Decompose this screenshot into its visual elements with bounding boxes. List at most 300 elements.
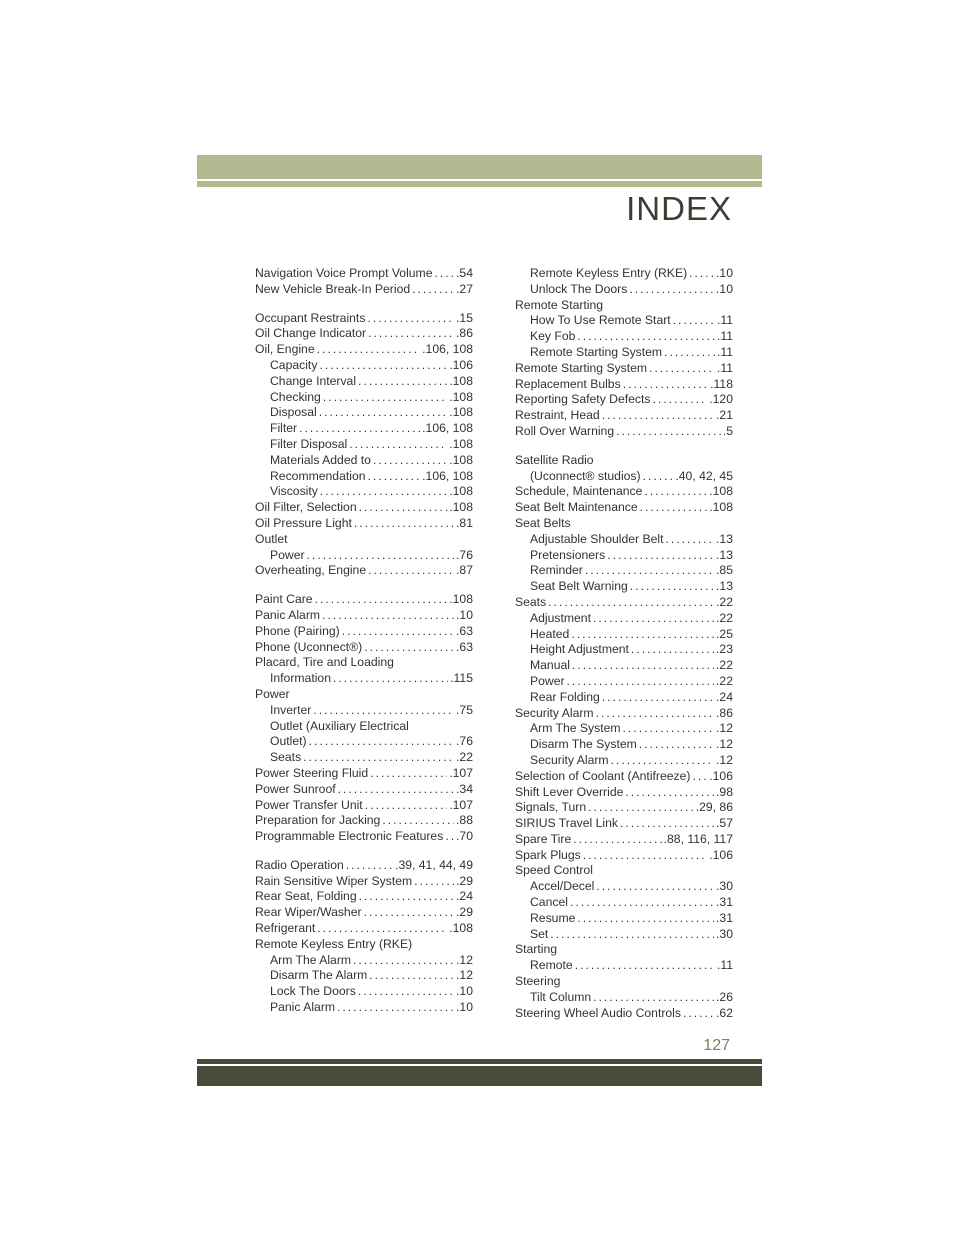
index-entry [255,813,473,829]
dot-leader [602,408,714,424]
index-column-left [255,266,473,1016]
index-entry-page: .12 [716,737,733,752]
index-entry-label: Remote Starting System [530,344,663,359]
index-entry-page: .13 [716,547,733,562]
index-entry-page: .107 [449,797,473,812]
index-entry-label: Viscosity [270,484,318,499]
index-entry-page: .106, 108 [422,468,473,483]
index-entry-page: .108 [449,405,473,420]
index-entry-page: .10 [456,1000,473,1015]
dot-leader [583,848,708,864]
dot-leader [412,282,454,298]
index-entry-page: .98 [716,784,733,799]
index-entry [515,500,733,516]
index-entry-page: .15 [456,310,473,325]
dot-leader [349,437,447,453]
index-entry [255,640,473,656]
dot-leader [368,326,454,342]
index-entry [515,424,733,440]
index-entry-page: .29, 86 [695,800,733,815]
index-entry-label: Oil, Engine [255,342,315,357]
index-entry-page: .10 [716,266,733,280]
index-entry [515,469,733,485]
index-entry [515,453,733,469]
index-entry [515,313,733,329]
dot-leader [317,342,421,358]
index-entry [255,624,473,640]
dot-leader [623,721,715,737]
index-entry [255,1000,473,1016]
index-entry [515,563,733,579]
dot-leader [570,895,714,911]
index-entry-page: .88 [456,813,473,828]
index-entry-label: Adjustable Shoulder Belt [530,531,664,546]
header-rule [197,181,762,187]
index-entry [515,832,733,848]
page-title: INDEX [626,190,732,227]
index-entry-page: .10 [456,607,473,622]
dot-leader [640,500,708,516]
dot-leader [307,548,455,564]
index-entry-label: Seat Belts [515,515,571,530]
dot-leader [689,266,714,282]
index-entry [255,655,473,671]
dot-leader [370,766,447,782]
index-entry-label: Disposal [270,405,317,420]
index-entry-page: .27 [456,281,473,296]
dot-leader [550,927,714,943]
index-entry-label: Unlock The Doors [530,281,628,296]
index-entry-label: Outlet) [270,734,307,749]
index-entry-label: Power [530,673,565,688]
index-entry-page: .107 [449,765,473,780]
index-entry [515,848,733,864]
dot-leader [299,421,420,437]
index-entry [255,968,473,984]
index-entry-page: .11 [716,360,733,375]
index-entry [255,608,473,624]
index-entry [255,374,473,390]
index-entry-page: .22 [456,750,473,765]
dot-leader [358,374,447,390]
index-entry [255,937,473,953]
dot-leader [683,1006,714,1022]
index-entry-label: Seats [515,594,547,609]
dot-leader [346,858,393,874]
dot-leader [367,311,454,327]
index-entry [515,516,733,532]
index-entry-page: .31 [716,895,733,910]
index-entry-page: .24 [716,689,733,704]
index-entry [515,879,733,895]
index-entry [515,674,733,690]
index-entry-label: Remote [530,958,573,973]
index-entry-page: .22 [716,610,733,625]
index-entry-label: Inverter [270,702,312,717]
index-entry-label: Power [255,686,290,701]
dot-leader [323,390,447,406]
index-entry [255,921,473,937]
index-entry-label: Spark Plugs [515,847,581,862]
index-entry [255,500,473,516]
index-entry-label: Manual [530,658,570,673]
index-entry-label: Replacement Bulbs [515,376,621,391]
index-entry-label: Restraint, Head [515,408,600,423]
index-entry [255,266,473,282]
index-entry-label: Change Interval [270,373,357,388]
index-entry-label: Rear Wiper/Washer [255,905,362,920]
dot-leader [585,563,714,579]
index-entry-page: .76 [456,734,473,749]
dot-leader [673,313,715,329]
dot-leader [639,737,714,753]
index-entry-page: .31 [716,910,733,925]
dot-leader [577,329,715,345]
index-entry-page: .12 [716,721,733,736]
index-entry-label: Oil Pressure Light [255,515,352,530]
index-entry [515,737,733,753]
index-entry [255,905,473,921]
dot-leader [359,889,454,905]
index-entry-page: .115 [450,671,473,686]
index-entry-label: Spare Tire [515,831,572,846]
index-entry [515,911,733,927]
index-entry-page: .106 [709,847,733,862]
index-entry-label: Occupant Restraints [255,310,366,325]
index-entry [255,829,473,845]
index-entry-page: .106, 108 [422,342,473,357]
dot-leader [649,361,715,377]
index-entry-label: Oil Change Indicator [255,326,367,341]
index-entry-page: .108 [709,500,733,515]
index-entry-label: Roll Over Warning [515,423,615,438]
index-entry-page: .40, 42, 45 [675,468,733,483]
index-entry [515,816,733,832]
index-entry-label: Oil Filter, Selection [255,500,357,515]
index-entry-label: Power Transfer Unit [255,797,363,812]
index-entry-page: .63 [456,639,473,654]
dot-leader [653,392,708,408]
index-entry-label: Set [530,926,549,941]
index-entry [255,548,473,564]
index-entry-page: .22 [716,594,733,609]
index-entry [255,405,473,421]
index-entry-label: Cancel [530,895,568,910]
dot-leader [333,671,448,687]
index-entry-label: Accel/Decel [530,879,595,894]
dot-leader [338,782,454,798]
dot-leader [317,921,447,937]
index-entry-label: Phone (Uconnect®) [255,639,363,654]
index-entry-page: .23 [716,642,733,657]
dot-leader [623,377,708,393]
index-entry [515,532,733,548]
dot-leader [571,627,714,643]
index-entry-label: Lock The Doors [270,984,356,999]
dot-leader [303,750,454,766]
dot-leader [319,405,448,421]
index-entry-label: Arm The System [530,721,621,736]
index-entry-label: Power Steering Fluid [255,765,369,780]
index-entry-label: (Uconnect® studios) [530,468,641,483]
index-entry-page: .12 [456,952,473,967]
index-entry [515,690,733,706]
index-entry [255,532,473,548]
index-entry-page: .81 [456,515,473,530]
index-entry-label: Preparation for Jacking [255,813,381,828]
index-entry [515,579,733,595]
index-entry-label: Selection of Coolant (Antifreeze) [515,768,691,783]
index-entry-page: .30 [716,879,733,894]
index-entry-label: Reminder [530,563,583,578]
index-entry [515,298,733,314]
index-entry-label: Seat Belt Warning [530,579,628,594]
index-entry [255,592,473,608]
index-entry [255,282,473,298]
index-entry [255,326,473,342]
index-entry [515,282,733,298]
index-entry [255,750,473,766]
index-entry-label: SIRIUS Travel Link [515,816,618,831]
index-entry [515,769,733,785]
index-entry-page: .39, 41, 44, 49 [395,857,473,872]
index-entry [515,642,733,658]
index-entry-page: .108 [449,592,473,607]
index-entry-label: Height Adjustment [530,642,629,657]
dot-leader [364,640,454,656]
index-entry [515,627,733,643]
index-entry-page: .5 [722,423,733,438]
dot-leader [631,642,714,658]
dot-leader [353,953,454,969]
index-entry-page: .108 [449,436,473,451]
index-entry [255,469,473,485]
index-entry-page: .75 [456,702,473,717]
index-entry-label: Panic Alarm [270,1000,336,1015]
index-entry-label: Resume [530,910,576,925]
index-entry [515,345,733,361]
index-entry-label: Remote Starting System [515,360,648,375]
index-entry [255,358,473,374]
index-entry-page: .106 [709,768,733,783]
index-entry-label: Reporting Safety Defects [515,392,651,407]
index-entry-label: Heated [530,626,570,641]
index-entry-page: .11 [716,344,733,359]
index-entry [515,548,733,564]
index-entry-label: Adjustment [530,610,591,625]
dot-leader [373,453,447,469]
dot-leader [322,608,454,624]
index-entry-label: Filter [270,421,298,436]
dot-leader [435,266,455,282]
index-entry-label: Overheating, Engine [255,563,367,578]
dot-leader [337,1000,454,1016]
index-entry [255,437,473,453]
dot-leader [364,905,454,921]
index-entry [255,390,473,406]
dot-leader [644,484,707,500]
dot-leader [368,563,454,579]
index-entry-page: .13 [716,579,733,594]
index-entry [515,721,733,737]
dot-leader [365,798,448,814]
index-entry-label: Disarm The System [530,737,637,752]
index-entry-page: .30 [716,926,733,941]
index-entry-page: .63 [456,623,473,638]
index-entry-label: Pretensioners [530,547,606,562]
dot-leader [382,813,454,829]
index-entry-label: Key Fob [530,329,576,344]
index-entry-label: Starting [515,942,558,957]
dot-leader [630,579,714,595]
index-entry [515,785,733,801]
index-entry [515,895,733,911]
index-entry-label: Arm The Alarm [270,952,352,967]
index-entry-label: Satellite Radio [515,452,594,467]
index-entry-page: .108 [709,484,733,499]
dot-leader [664,345,715,361]
dot-leader [572,658,714,674]
index-entry-label: Radio Operation [255,857,344,872]
index-entry [515,361,733,377]
index-entry-label: Placard, Tire and Loading [255,655,394,670]
index-entry [255,874,473,890]
index-entry [515,942,733,958]
index-entry-label: Rear Folding [530,689,600,704]
index-entry-page: .106, 108 [422,421,473,436]
index-entry-label: Rain Sensitive Wiper System [255,873,413,888]
index-entry-label: Filter Disposal [270,436,348,451]
index-entry-label: Navigation Voice Prompt Volume [255,266,433,280]
index-entry-page: .26 [716,989,733,1004]
index-entry [515,706,733,722]
index-entry-page: .29 [456,873,473,888]
index-entry-page: .120 [709,392,733,407]
dot-leader [588,800,694,816]
index-entry-label: Shift Lever Override [515,784,624,799]
index-entry-label: Programmable Electronic Features [255,829,444,844]
index-entry-page: .87 [456,563,473,578]
dot-leader [369,968,454,984]
index-entry-page: .21 [716,408,733,423]
index-entry-label: Speed Control [515,863,593,878]
dot-leader [593,990,714,1006]
page-number: 127 [703,1037,730,1054]
index-entry-page: .76 [456,547,473,562]
index-entry-page: .22 [716,673,733,688]
index-entry [255,687,473,703]
dot-leader [313,703,454,719]
index-entry [515,392,733,408]
index-entry-label: Information [270,671,331,686]
index-entry [255,782,473,798]
index-entry [255,516,473,532]
index-entry [255,563,473,579]
dot-leader [309,734,454,750]
dot-leader [629,282,714,298]
index-entry [515,266,733,282]
index-entry [255,453,473,469]
dot-leader [620,816,714,832]
index-entry-label: Steering [515,974,561,989]
index-entry [255,984,473,1000]
dot-leader [567,674,715,690]
index-entry-page: .10 [456,984,473,999]
index-entry [255,889,473,905]
index-entry-label: Power Sunroof [255,781,336,796]
dot-leader [596,879,714,895]
index-entry-label: Remote Starting [515,297,604,312]
index-entry-page: .106 [449,357,473,372]
index-entry [255,798,473,814]
index-entry-page: .11 [716,329,733,344]
index-entry-page: .108 [449,921,473,936]
index-entry-label: Recommendation [270,468,366,483]
index-entry-label: Outlet [255,531,288,546]
index-entry-label: Power [270,547,305,562]
index-entry [255,421,473,437]
index-entry-page: .24 [456,889,473,904]
index-entry-page: .11 [716,958,733,973]
index-entry-page: .29 [456,905,473,920]
index-entry-label: How To Use Remote Start [530,313,671,328]
footer-band [197,1066,762,1086]
dot-leader [616,424,721,440]
index-entry [255,484,473,500]
index-entry-label: Schedule, Maintenance [515,484,643,499]
index-entry-page: .108 [449,389,473,404]
index-entry-page: .13 [716,531,733,546]
index-entry-label: Seat Belt Maintenance [515,500,638,515]
dot-leader [315,592,448,608]
index-entry-label: Paint Care [255,592,313,607]
index-entry [255,734,473,750]
index-entry-label: Tilt Column [530,989,592,1004]
index-entry-label: Outlet (Auxiliary Electrical [270,718,409,733]
dot-leader [692,769,707,785]
dot-leader [577,911,714,927]
index-entry [515,1006,733,1022]
dot-leader [575,958,715,974]
index-entry [515,377,733,393]
dot-leader [643,469,674,485]
index-entry-label: Disarm The Alarm [270,968,368,983]
footer-rule [197,1059,762,1064]
index-entry [515,611,733,627]
index-entry-page: .85 [716,563,733,578]
index-entry [515,329,733,345]
index-entry [255,766,473,782]
index-entry [255,311,473,327]
index-entry-label: New Vehicle Break-In Period [255,281,411,296]
index-entry-label: Refrigerant [255,921,316,936]
index-entry-page: .12 [716,752,733,767]
dot-leader [354,516,454,532]
dot-leader [359,500,448,516]
index-entry-page: .10 [716,281,733,296]
index-entry [515,958,733,974]
index-entry-page: .12 [456,968,473,983]
index-entry-label: Rear Seat, Folding [255,889,357,904]
dot-leader [611,753,714,769]
dot-leader [665,532,714,548]
index-entry-page: .88, 116, 117 [663,831,733,846]
index-entry-label: Signals, Turn [515,800,587,815]
index-entry-label: Security Alarm [515,705,594,720]
index-entry [515,484,733,500]
index-entry-page: .108 [449,452,473,467]
dot-leader [358,984,454,1000]
